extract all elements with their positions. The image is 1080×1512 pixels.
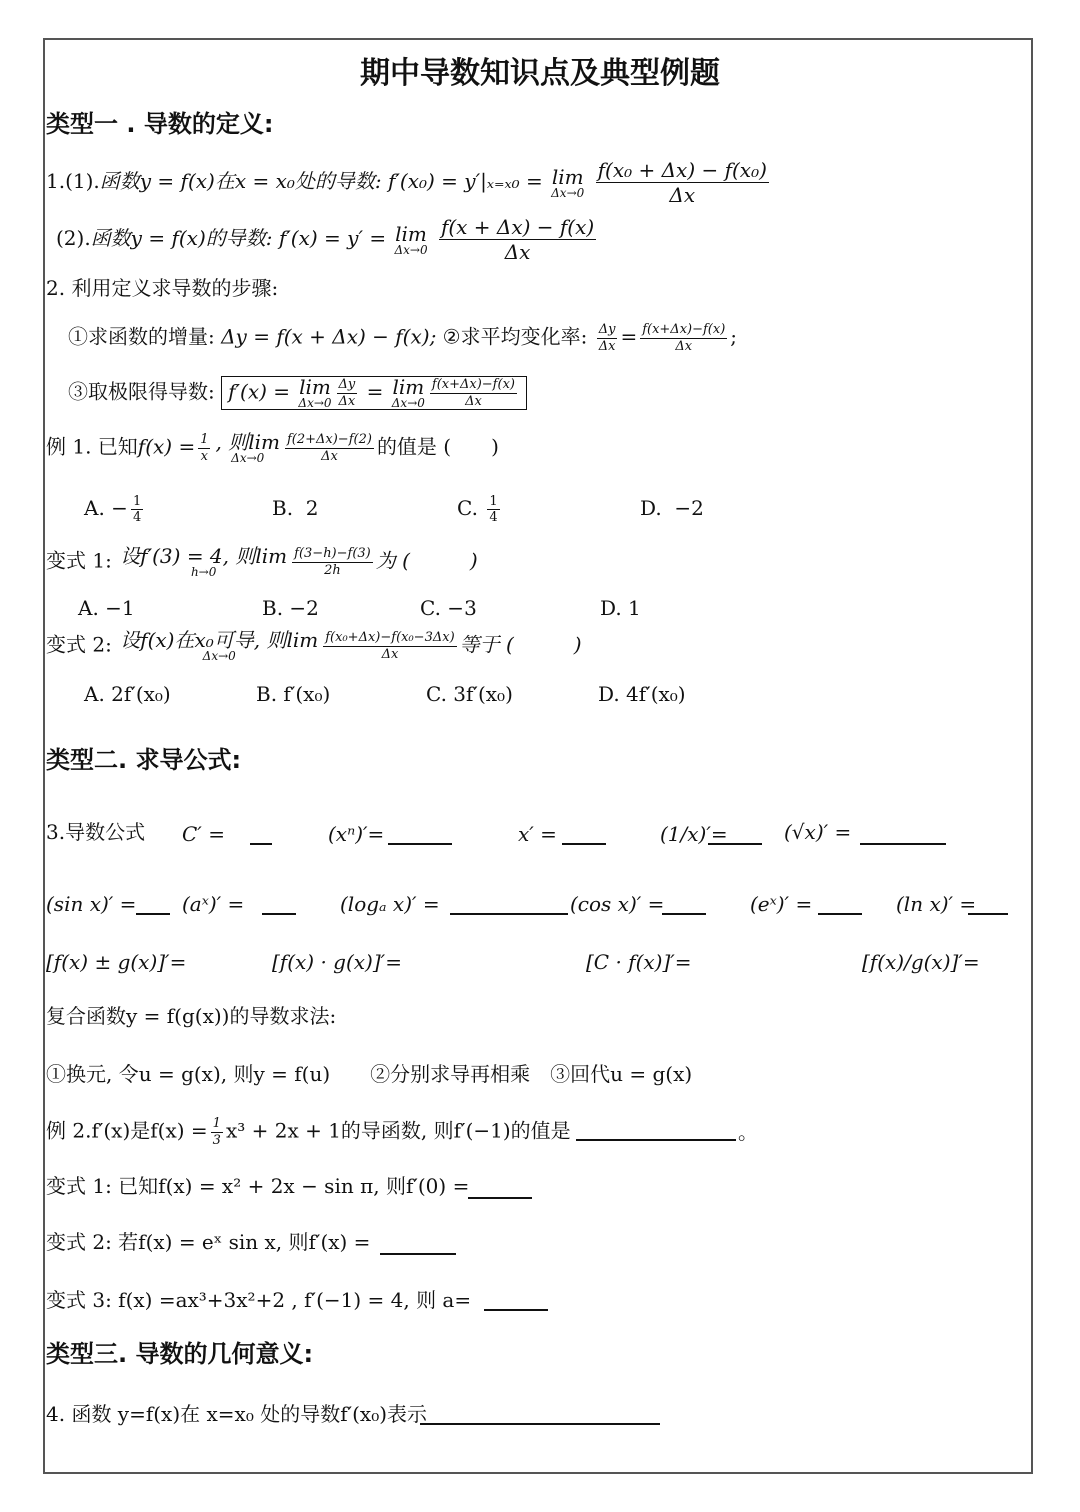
- rule-sum: [f(x) ± g(x)]′=: [46, 950, 187, 974]
- s2-variant-2-blank[interactable]: [380, 1252, 456, 1255]
- item-4: 4. 函数 y=f(x)在 x=x₀ 处的导数f′(x₀)表示: [46, 1402, 428, 1426]
- var1-option-b: B. −2: [262, 596, 319, 620]
- formula-exp-a: (aˣ)′ =: [182, 892, 245, 916]
- formula-reciprocal-blank[interactable]: [708, 842, 762, 845]
- formula-sin: (sin x)′ =: [46, 892, 137, 916]
- def2-fraction: $\frac{f(x + \Delta x) - f(x)}{\Delta x}$: [440, 215, 595, 264]
- step3-boxed-formula: f′(x) = lim Δx→0 $\frac{\Delta y}{\Delta x}$ = lim Δx→0 $\frac{f(x+\Delta x)-f(x)}{\Delta x}$: [221, 376, 527, 410]
- var1-option-d: D. 1: [600, 596, 641, 620]
- ex1-limit-fraction: $\frac{f(2+\Delta x)-f(2)}{\Delta x}$: [286, 432, 372, 464]
- formula-cos-blank[interactable]: [662, 912, 706, 915]
- ex2-prefix: 例 2.f′(x)是f(x) =: [46, 1118, 208, 1143]
- var2-option-c: C. 3f′(x₀): [426, 682, 513, 706]
- def1-prefix: 1.(1).: [46, 169, 100, 193]
- step1-label: ①求函数的增量:: [68, 324, 215, 349]
- def1-text: 函数y = f(x)在x = x₀处的导数: f′(x₀) = y′|ₓ₌ₓ₀ =: [99, 169, 543, 193]
- ex1-option-d: D. −2: [640, 496, 704, 520]
- rule-constant-multiple: [C · f(x)]′=: [586, 950, 692, 974]
- ex2-text: x³ + 2x + 1的导函数, 则f′(−1)的值是: [225, 1118, 571, 1143]
- section1-heading: 类型一 . 导数的定义:: [46, 110, 274, 138]
- ex1-option-a: A. − $\frac{1}{4}$: [84, 494, 142, 525]
- formula-exp-e: (eˣ)′ =: [750, 892, 813, 916]
- step3-limit-1: lim Δx→0: [298, 375, 332, 411]
- variant-1: [46, 546, 478, 578]
- composite-title: 复合函数y = f(g(x))的导数求法:: [46, 1004, 337, 1028]
- ex1-fraction: $\frac{1}{x}$: [200, 432, 209, 464]
- ex2-answer-blank[interactable]: [576, 1138, 736, 1141]
- def1-limit: lim Δx→0: [551, 164, 585, 200]
- formula-ln-blank[interactable]: [968, 912, 1008, 915]
- section2-heading: 类型二. 求导公式:: [46, 746, 242, 774]
- step3-limit-2: lim Δx→0: [391, 375, 425, 411]
- formula-log-a: (logₐ x)′ =: [340, 892, 440, 916]
- def2-text: 函数y = f(x)的导数: f′(x) = y′ =: [90, 226, 387, 250]
- step2-fraction-2: $\frac{f(x+\Delta x)-f(x)}{\Delta x}$: [642, 322, 726, 354]
- s2-variant-3: 变式 3: f(x) =ax³+3x²+2 , f′(−1) = 4, 则 a=: [46, 1288, 472, 1312]
- def1-fraction: $\frac{\text{f(x₀ + Δx) − f(x₀)}}{\Delta x}$: [597, 158, 767, 207]
- rule-quotient: [f(x)/g(x)]′=: [862, 950, 980, 974]
- formula-constant-blank[interactable]: [250, 842, 272, 845]
- rule-product: [f(x) · g(x)]′=: [272, 950, 402, 974]
- ex1-option-c: C. $\frac{1}{4}$: [457, 494, 498, 525]
- var1-prefix: 变式 1:: [46, 548, 112, 573]
- item-4-blank[interactable]: [420, 1422, 660, 1425]
- var1-tail: 为 ( ): [375, 548, 478, 573]
- s2-variant-2: 变式 2: 若f(x) = eˣ sin x, 则f′(x) =: [46, 1230, 371, 1254]
- formula-sqrt-blank[interactable]: [860, 842, 946, 845]
- formula-sqrt: (√x)′ =: [784, 820, 852, 844]
- var2-limit: 设f(x)在x₀可导, 则lim Δx→0: [120, 628, 319, 664]
- var1-fraction: $\frac{f(3-h)-f(3)}{2h}$: [294, 546, 371, 578]
- var2-option-b: B. f′(x₀): [256, 682, 331, 706]
- var1-option-a: A. −1: [78, 596, 135, 620]
- formula-exp-e-blank[interactable]: [818, 912, 862, 915]
- formula-label: 3.导数公式: [46, 820, 146, 844]
- formula-constant: C′ =: [182, 822, 225, 846]
- var2-option-d: D. 4f′(x₀): [598, 682, 686, 706]
- var1-limit: 设f′(3) = 4, 则lim h→0: [120, 544, 288, 580]
- formula-reciprocal: (1/x)′=: [660, 822, 728, 846]
- ex1-function: f(x) =: [137, 434, 196, 459]
- s2-variant-1-blank[interactable]: [468, 1196, 532, 1199]
- var2-option-a: A. 2f′(x₀): [84, 682, 171, 706]
- ex2-fraction: $\frac{1}{3}$: [212, 1116, 221, 1148]
- ex1-option-a-fraction: $\frac{1}{4}$: [132, 494, 142, 525]
- def2-prefix: (2).: [56, 226, 91, 250]
- step3-fraction-1: $\frac{\Delta y}{\Delta x}$: [338, 377, 356, 409]
- ex1-limit: , 则lim Δx→0: [215, 430, 280, 466]
- steps-line-3: [68, 376, 527, 410]
- formula-sin-blank[interactable]: [136, 912, 170, 915]
- steps-title: 2. 利用定义求导数的步骤:: [46, 276, 279, 300]
- step2-fraction-1: $\frac{\Delta y}{\Delta x}$: [598, 322, 616, 354]
- ex1-tail: 的值是 ( ): [376, 434, 499, 459]
- var2-fraction: $\frac{\text{f(x₀+Δx)−f(x₀−3Δx)}}{\Delta x}$: [325, 630, 455, 662]
- ex2-period: 。: [738, 1120, 758, 1144]
- step3-label: ③取极限得导数:: [68, 379, 215, 404]
- formula-power: (xⁿ)′=: [328, 822, 385, 846]
- ex1-option-b: B. 2: [272, 496, 319, 520]
- step2-label: ②求平均变化率:: [442, 324, 588, 349]
- s2-variant-1: 变式 1: 已知f(x) = x² + 2x − sin π, 则f′(0) =: [46, 1174, 470, 1198]
- step1-formula: Δy = f(x + Δx) − f(x);: [221, 324, 437, 349]
- formula-ln: (ln x)′ =: [896, 892, 977, 916]
- formula-x: x′ =: [518, 822, 557, 846]
- example-1: [46, 432, 499, 464]
- page-title: 期中导数知识点及典型例题: [360, 56, 720, 91]
- step3-fraction-2: $\frac{f(x+\Delta x)-f(x)}{\Delta x}$: [431, 377, 515, 409]
- variant-2: [46, 630, 582, 662]
- steps-line-1: ①求函数的增量: Δy = f(x + Δx) − f(x); ②求平均变化率: $\frac{\Delta y}{\Delta x}$ = $\frac{f(x+\Delta x)-f(x)}{\Delta x}$ ;: [68, 322, 738, 354]
- definition-1: [46, 158, 772, 207]
- var1-option-c: C. −3: [420, 596, 477, 620]
- def2-limit: lim Δx→0: [394, 221, 428, 257]
- example-2: [46, 1116, 571, 1148]
- section3-heading: 类型三. 导数的几何意义:: [46, 1340, 314, 1368]
- formula-power-blank[interactable]: [388, 842, 452, 845]
- s2-variant-3-blank[interactable]: [484, 1308, 548, 1311]
- ex1-option-c-fraction: $\frac{1}{4}$: [489, 494, 498, 525]
- formula-log-a-blank[interactable]: [450, 912, 568, 915]
- var2-prefix: 变式 2:: [46, 632, 112, 657]
- ex1-prefix: 例 1. 已知: [46, 434, 138, 459]
- composite-steps: ①换元, 令u = g(x), 则y = f(u) ②分别求导再相乘 ③回代u = g(x): [46, 1062, 693, 1086]
- definition-2: [56, 215, 599, 264]
- formula-cos: (cos x)′ =: [570, 892, 665, 916]
- var2-tail: 等于 ( ): [459, 632, 582, 657]
- formula-exp-a-blank[interactable]: [262, 912, 296, 915]
- formula-x-blank[interactable]: [562, 842, 606, 845]
